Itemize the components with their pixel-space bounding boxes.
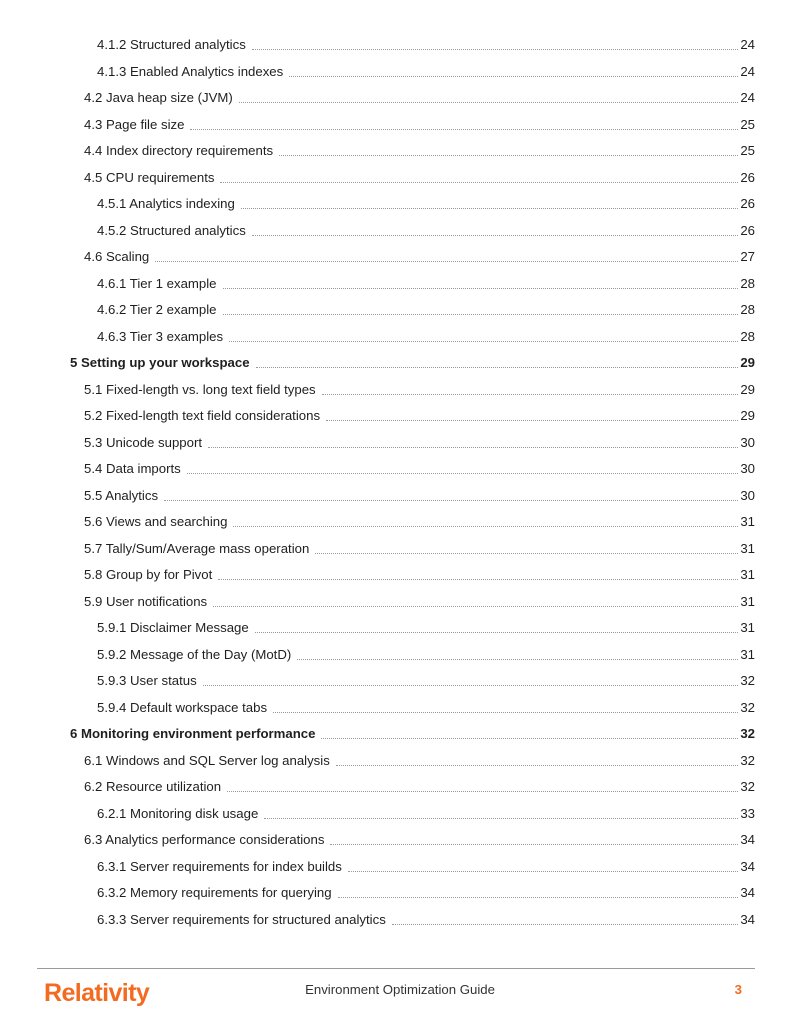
toc-entry[interactable] <box>84 457 755 477</box>
toc-entry-page: 32 <box>740 673 755 688</box>
toc-entry[interactable] <box>84 590 755 610</box>
toc-entry-link[interactable] <box>97 64 755 80</box>
dot-leader <box>348 870 739 872</box>
toc-entry[interactable] <box>84 510 755 530</box>
toc-entry[interactable] <box>97 908 755 928</box>
toc-entry-title: 6.3.3 Server requirements for structured analytics <box>97 911 386 927</box>
toc-entry-page: 34 <box>740 885 755 900</box>
dot-leader <box>229 340 738 342</box>
toc-entry[interactable] <box>84 484 755 504</box>
dot-leader <box>256 366 739 368</box>
dot-leader <box>252 48 739 50</box>
toc-entry-page: 30 <box>740 434 755 450</box>
dot-leader <box>203 684 739 686</box>
toc-entry-title: 5.2 Fixed-length text field considerations <box>84 408 321 423</box>
toc-entry-link[interactable] <box>97 302 755 318</box>
toc-entry-title: 4.6 Scaling <box>84 249 150 264</box>
toc-entry-link[interactable] <box>97 196 755 212</box>
toc-entry-title: 5.9.3 User status <box>97 673 197 688</box>
toc-entry-page: 34 <box>740 832 755 847</box>
toc-entry[interactable] <box>84 245 755 265</box>
toc-entry-page: 29 <box>740 355 755 370</box>
toc-entry-title: 5.4 Data imports <box>84 461 181 476</box>
toc-entry[interactable] <box>97 60 755 80</box>
toc-entry-page: 33 <box>740 805 755 821</box>
relativity-logo: Relativity <box>44 979 150 1007</box>
toc-entry-title: 4.5.2 Structured analytics <box>97 222 246 238</box>
toc-entry-title: 5.1 Fixed-length vs. long text field types <box>84 381 316 397</box>
toc-entry-page: 24 <box>740 37 755 52</box>
toc-entry-link[interactable] <box>84 90 755 106</box>
toc-entry-title: 4.1.2 Structured analytics <box>97 37 246 52</box>
toc-entry[interactable] <box>97 616 755 636</box>
dot-leader <box>220 181 738 183</box>
toc-entry-title: 5.5 Analytics <box>84 487 159 503</box>
toc-entry[interactable] <box>97 272 755 292</box>
toc-entry-title: 6.1 Windows and SQL Server log analysis <box>84 752 330 768</box>
dot-leader <box>273 711 738 713</box>
toc-entry-page: 32 <box>740 699 755 715</box>
toc-entry-page: 30 <box>740 461 755 476</box>
toc-entry[interactable] <box>70 351 755 371</box>
page-number: 3 <box>734 982 742 997</box>
toc-entry-title: 4.1.3 Enabled Analytics indexes <box>97 63 284 79</box>
dot-leader <box>297 658 738 660</box>
dot-leader <box>255 631 739 633</box>
toc-entry[interactable] <box>84 828 755 848</box>
toc-entry-title: 4.2 Java heap size (JVM) <box>84 90 233 105</box>
toc-entry-title: 6.2 Resource utilization <box>84 779 222 794</box>
toc-entry-link[interactable] <box>70 355 755 371</box>
toc-entry-link[interactable] <box>84 408 755 424</box>
toc-entry[interactable] <box>97 696 755 716</box>
toc-entry-page: 29 <box>740 381 755 397</box>
toc-entry[interactable] <box>84 431 755 451</box>
toc-entry-title: 4.6.3 Tier 3 examples <box>97 328 224 344</box>
toc-entry[interactable] <box>97 325 755 345</box>
toc-entry-link[interactable] <box>84 170 755 186</box>
toc-entry[interactable] <box>97 643 755 663</box>
toc-entry-link[interactable] <box>97 673 755 689</box>
dot-leader <box>315 552 738 554</box>
toc-entry-page: 24 <box>740 63 755 79</box>
toc-entry-link[interactable] <box>84 461 755 477</box>
toc-entry-link[interactable] <box>84 567 755 583</box>
dot-leader <box>336 764 739 766</box>
toc-entry-page: 26 <box>740 222 755 238</box>
dot-leader <box>213 605 738 607</box>
toc-entry-link[interactable] <box>84 753 755 769</box>
toc-entry-link[interactable] <box>97 700 755 716</box>
toc-entry-title: 5.9 User notifications <box>84 593 208 609</box>
toc-entry-link[interactable] <box>97 859 755 875</box>
toc-entry-link[interactable] <box>97 647 755 663</box>
toc-entry[interactable] <box>84 775 755 795</box>
toc-entry-link[interactable] <box>84 117 755 133</box>
toc-entry-title: 4.5 CPU requirements <box>84 169 215 185</box>
toc-entry-page: 31 <box>740 540 755 556</box>
toc-entry-link[interactable] <box>84 488 755 504</box>
toc-entry-title: 6.2.1 Monitoring disk usage <box>97 805 259 821</box>
toc-entry[interactable] <box>84 404 755 424</box>
toc-entry-page: 24 <box>740 90 755 105</box>
toc-entry-link[interactable] <box>97 912 755 928</box>
toc-entry-title: 6 Monitoring environment performance <box>70 726 316 741</box>
toc-entry-title: 4.5.1 Analytics indexing <box>97 196 235 211</box>
toc-entry-page: 28 <box>740 328 755 344</box>
dot-leader <box>322 393 739 395</box>
toc-entry-page: 32 <box>740 726 755 741</box>
toc-entry-link[interactable] <box>97 329 755 345</box>
toc-entry-page: 31 <box>740 620 755 635</box>
footer-divider <box>37 968 755 969</box>
toc-entry-page: 31 <box>740 593 755 609</box>
toc-entry-title: 4.3 Page file size <box>84 116 185 132</box>
dot-leader <box>233 525 738 527</box>
toc-entry-title: 6.3 Analytics performance considerations <box>84 832 325 847</box>
toc-entry[interactable] <box>97 192 755 212</box>
dot-leader <box>330 843 738 845</box>
toc-entry[interactable] <box>84 113 755 133</box>
toc-entry-title: 5.9.1 Disclaimer Message <box>97 620 249 635</box>
toc-entry[interactable] <box>97 802 755 822</box>
dot-leader <box>392 923 739 925</box>
dot-leader <box>190 128 738 130</box>
dot-leader <box>279 154 738 156</box>
dot-leader <box>326 419 738 421</box>
toc-entry-title: 4.6.1 Tier 1 example <box>97 275 217 291</box>
dot-leader <box>187 472 739 474</box>
toc-entry-title: 4.4 Index directory requirements <box>84 143 274 158</box>
toc-entry[interactable] <box>84 86 755 106</box>
toc-entry-page: 29 <box>740 408 755 423</box>
toc-entry-title: 5.6 Views and searching <box>84 514 228 529</box>
toc-entry-link[interactable] <box>84 143 755 159</box>
dot-leader <box>223 313 739 315</box>
toc-entry[interactable] <box>84 537 755 557</box>
toc-entry-title: 6.3.1 Server requirements for index builds <box>97 858 342 874</box>
toc-entry-page: 30 <box>740 487 755 503</box>
toc-entry[interactable] <box>84 749 755 769</box>
toc-entry[interactable] <box>97 298 755 318</box>
dot-leader <box>155 260 738 262</box>
dot-leader <box>289 75 738 77</box>
dot-leader <box>208 446 738 448</box>
toc-entry[interactable] <box>84 139 755 159</box>
toc-entry-link[interactable] <box>84 514 755 530</box>
toc-entry-link[interactable] <box>97 276 755 292</box>
dot-leader <box>338 896 739 898</box>
toc-entry[interactable] <box>97 855 755 875</box>
toc-entry-page: 28 <box>740 302 755 317</box>
toc-entry-page: 28 <box>740 275 755 291</box>
dot-leader <box>241 207 739 209</box>
dot-leader <box>321 737 738 739</box>
dot-leader <box>239 101 739 103</box>
toc-entry-page: 34 <box>740 911 755 927</box>
toc-entry[interactable] <box>97 219 755 239</box>
toc-entry-page: 32 <box>740 779 755 794</box>
toc-entry[interactable] <box>97 669 755 689</box>
toc-entry-page: 26 <box>740 196 755 211</box>
toc-entry-page: 25 <box>740 143 755 158</box>
toc-entry-title: 5.9.4 Default workspace tabs <box>97 699 268 715</box>
toc-entry-page: 31 <box>740 567 755 582</box>
dot-leader <box>264 817 738 819</box>
toc-entry[interactable] <box>97 33 755 53</box>
toc-entry-link[interactable] <box>97 885 755 901</box>
toc-entry-page: 27 <box>740 249 755 264</box>
toc-entry[interactable] <box>97 881 755 901</box>
toc-entry-page: 34 <box>740 858 755 874</box>
dot-leader <box>252 234 739 236</box>
toc-entry-link[interactable] <box>97 620 755 636</box>
toc-entry-page: 25 <box>740 116 755 132</box>
toc-entry-page: 32 <box>740 752 755 768</box>
toc-entry-title: 4.6.2 Tier 2 example <box>97 302 217 317</box>
toc-entry-link[interactable] <box>84 541 755 557</box>
toc-entry-page: 31 <box>740 514 755 529</box>
toc-entry[interactable] <box>84 166 755 186</box>
dot-leader <box>164 499 738 501</box>
toc-entry-link[interactable] <box>97 223 755 239</box>
toc-entry-link[interactable] <box>84 832 755 848</box>
toc-entry-link[interactable] <box>97 37 755 53</box>
toc-entry-title: 6.3.2 Memory requirements for querying <box>97 885 332 900</box>
toc-entry-title: 5 Setting up your workspace <box>70 355 250 370</box>
toc-entry-title: 5.9.2 Message of the Day (MotD) <box>97 646 292 662</box>
toc-entry-link[interactable] <box>70 726 755 742</box>
toc-entry[interactable] <box>84 378 755 398</box>
toc-entry-link[interactable] <box>84 382 755 398</box>
dot-leader <box>223 287 739 289</box>
toc-entry-title: 5.7 Tally/Sum/Average mass operation <box>84 540 310 556</box>
toc-entry-page: 26 <box>740 169 755 185</box>
toc-entry-link[interactable] <box>84 594 755 610</box>
toc-entry-link[interactable] <box>97 806 755 822</box>
toc-entry[interactable] <box>70 722 755 742</box>
dot-leader <box>227 790 738 792</box>
document-title: Environment Optimization Guide <box>305 982 495 997</box>
toc-entry-link[interactable] <box>84 249 755 265</box>
toc-entry-page: 31 <box>740 646 755 662</box>
toc-entry-title: 5.8 Group by for Pivot <box>84 567 213 582</box>
toc-entry-link[interactable] <box>84 435 755 451</box>
toc-entry-link[interactable] <box>84 779 755 795</box>
toc-entry[interactable] <box>84 563 755 583</box>
toc-entry-title: 5.3 Unicode support <box>84 434 203 450</box>
dot-leader <box>218 578 738 580</box>
